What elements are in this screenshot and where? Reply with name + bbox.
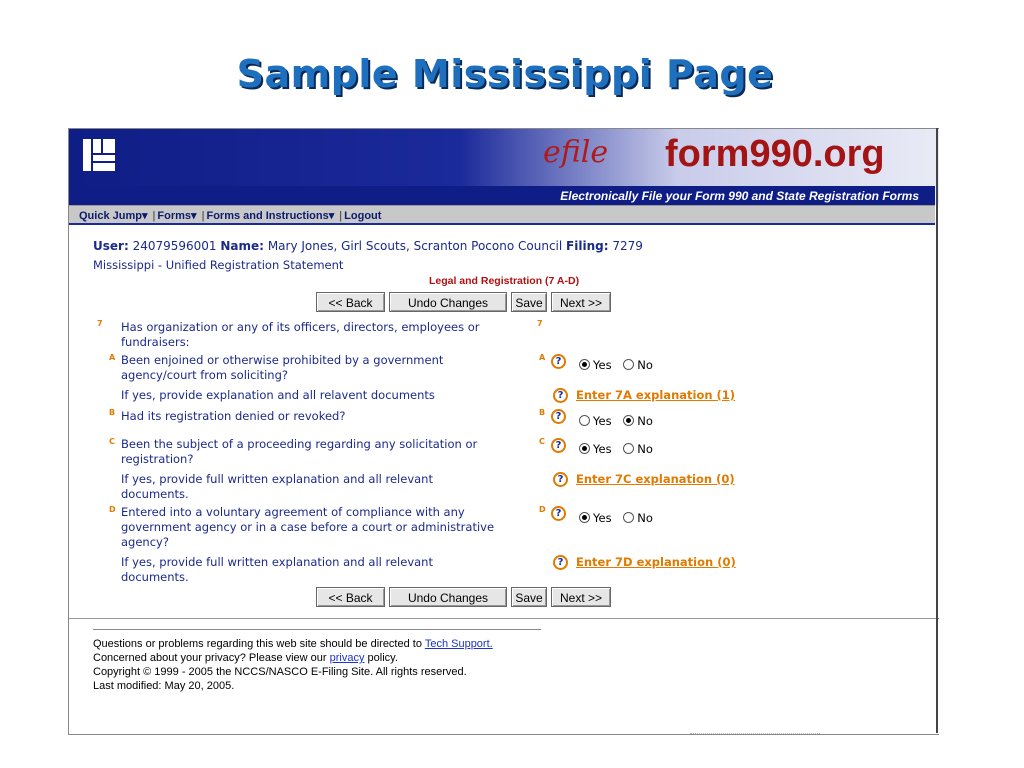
efile-logo: efile — [543, 135, 609, 170]
help-icon[interactable]: ? — [553, 472, 568, 487]
footer-line-2 — [93, 651, 541, 665]
tech-support-link[interactable]: Tech Support. — [424, 638, 493, 650]
user-info-line — [93, 239, 643, 253]
item-a-marker: A — [109, 353, 116, 362]
item-d-yes-radio[interactable] — [579, 512, 590, 523]
item-c-explanation-link[interactable]: Enter 7C explanation (0) — [576, 472, 735, 486]
nav-logout[interactable]: Logout — [344, 210, 382, 222]
item-d-radio-group — [579, 510, 661, 525]
next-button[interactable]: Next >> — [551, 587, 611, 607]
item-c-marker: C — [109, 437, 115, 446]
statement-title: Mississippi - Unified Registration Statement — [93, 258, 344, 272]
footer-support-text: Questions or problems regarding this web site should be directed to — [93, 638, 425, 650]
nav-quick-jump[interactable]: Quick Jump▾ — [79, 210, 148, 222]
footer-copyright: Copyright © 1999 - 2005 the NCCS/NASCO E-Filing Site. All rights reserved. — [93, 666, 467, 678]
section-title: Legal and Registration (7 A-D) — [428, 275, 580, 287]
item-c-right-marker: C — [539, 437, 545, 446]
item-a-no-radio[interactable] — [623, 359, 634, 370]
item-d-text: Entered into a voluntary agreement of compliance with any government agency or in a case before a court or administrative agency? — [121, 505, 495, 549]
item-b-marker: B — [109, 408, 116, 417]
window-edge — [936, 128, 938, 733]
site-footer — [93, 629, 541, 693]
footer-divider — [69, 618, 939, 619]
user-value: 24079596001 — [132, 239, 217, 253]
item-a-radio-group — [579, 357, 661, 372]
no-label: No — [637, 510, 653, 525]
item-c-text: Been the subject of a proceeding regarding any solicitation or registration? — [121, 437, 478, 466]
item-c-followup: If yes, provide full written explanation and all relevant documents. — [121, 472, 433, 501]
nav-separator: | — [152, 210, 156, 222]
yes-label: Yes — [593, 413, 612, 428]
no-label: No — [637, 413, 653, 428]
slide-decoration — [690, 733, 820, 737]
item-d-no-radio[interactable] — [623, 512, 634, 523]
name-value: Mary Jones, Girl Scouts, Scranton Pocono Council — [267, 239, 563, 253]
footer-last-modified: Last modified: May 20, 2005. — [93, 680, 235, 692]
no-label: No — [637, 357, 653, 372]
help-icon[interactable]: ? — [551, 409, 566, 424]
no-label: No — [637, 441, 653, 456]
nav-forms[interactable]: Forms▾ — [157, 210, 197, 222]
brand-logo: form990.org — [665, 133, 885, 175]
item-b-no-radio[interactable] — [623, 415, 634, 426]
yes-label: Yes — [593, 441, 612, 456]
site-logo-icon — [83, 139, 115, 171]
nav-separator: | — [201, 210, 205, 222]
help-icon[interactable]: ? — [553, 555, 568, 570]
help-icon[interactable]: ? — [553, 388, 568, 403]
question-7-marker: 7 — [97, 319, 103, 328]
back-button[interactable]: << Back — [316, 292, 385, 312]
privacy-link[interactable]: privacy — [329, 652, 365, 664]
item-c-no-radio[interactable] — [623, 443, 634, 454]
question-7-right-marker: 7 — [537, 319, 543, 328]
nav-bar — [69, 205, 935, 225]
yes-label: Yes — [593, 510, 612, 525]
back-button[interactable]: << Back — [316, 587, 385, 607]
item-d-marker: D — [109, 505, 116, 514]
item-c-yes-radio[interactable] — [579, 443, 590, 454]
item-b-radio-group — [579, 413, 661, 428]
site-banner — [69, 129, 939, 205]
item-a-text: Been enjoined or otherwise prohibited by a government agency/court from soliciting? — [121, 353, 444, 382]
banner-tagline: Electronically File your Form 990 and State Registration Forms — [560, 189, 919, 203]
filing-value: 7279 — [612, 239, 643, 253]
nav-separator: | — [339, 210, 343, 222]
slide-title: Sample Mississippi Page — [236, 52, 774, 96]
item-b-text: Had its registration denied or revoked? — [121, 409, 346, 423]
save-button[interactable]: Save — [511, 292, 547, 312]
undo-changes-button[interactable]: Undo Changes — [389, 587, 507, 607]
item-c-radio-group — [579, 441, 661, 456]
footer-privacy-text: Concerned about your privacy? Please view our — [93, 652, 330, 664]
help-icon[interactable]: ? — [551, 506, 566, 521]
item-d-followup: If yes, provide full written explanation and all relevant documents. — [121, 555, 433, 584]
item-b-right-marker: B — [539, 408, 546, 417]
footer-privacy-suffix: policy. — [364, 652, 398, 664]
nav-forms-instructions[interactable]: Forms and Instructions▾ — [206, 210, 335, 222]
item-a-followup: If yes, provide explanation and all relavent documents — [121, 388, 435, 402]
item-d-explanation-link[interactable]: Enter 7D explanation (0) — [576, 555, 736, 569]
yes-label: Yes — [593, 357, 612, 372]
item-a-right-marker: A — [539, 353, 546, 362]
save-button[interactable]: Save — [511, 587, 547, 607]
help-icon[interactable]: ? — [551, 354, 566, 369]
name-label: Name: — [220, 239, 264, 253]
question-7-text: Has organization or any of its officers, directors, employees or fundraisers: — [121, 320, 480, 349]
item-d-right-marker: D — [539, 505, 546, 514]
footer-line-1 — [93, 637, 541, 651]
filing-label: Filing: — [566, 239, 609, 253]
undo-changes-button[interactable]: Undo Changes — [389, 292, 507, 312]
item-a-yes-radio[interactable] — [579, 359, 590, 370]
footer-rule — [93, 629, 541, 630]
item-b-yes-radio[interactable] — [579, 415, 590, 426]
user-label: User: — [93, 239, 129, 253]
item-a-explanation-link[interactable]: Enter 7A explanation (1) — [576, 388, 736, 402]
help-icon[interactable]: ? — [551, 438, 566, 453]
next-button[interactable]: Next >> — [551, 292, 611, 312]
browser-window — [68, 128, 939, 735]
